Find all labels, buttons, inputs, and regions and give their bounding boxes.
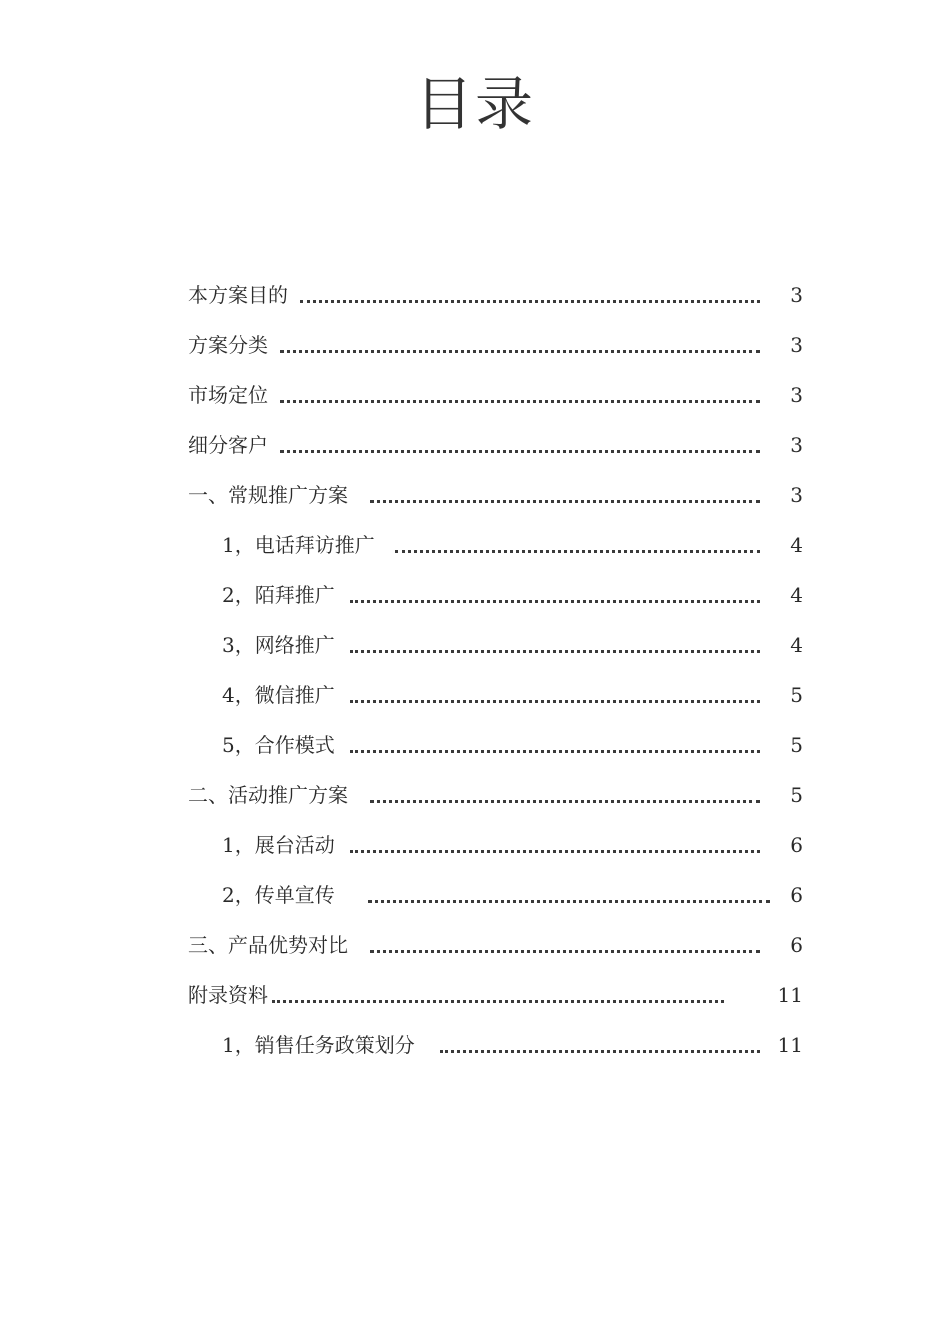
dot-leader [350, 600, 760, 603]
dot-leader [370, 950, 760, 953]
toc-entry[interactable] [0, 575, 950, 615]
dot-leader [280, 450, 760, 453]
toc-entry[interactable] [0, 425, 950, 465]
toc-entry-label: 市场定位 [188, 375, 278, 415]
page-title: 目录 [414, 70, 535, 138]
toc-entry-label: 3，网络推广 [222, 625, 345, 665]
toc-entry[interactable] [0, 975, 950, 1015]
toc-entry-label: 2，陌拜推广 [222, 575, 345, 615]
toc-entry[interactable] [0, 1025, 950, 1065]
toc-entry-page-number: 5 [790, 733, 803, 757]
dot-leader [272, 1000, 724, 1003]
toc-entry-label: 1，电话拜访推广 [222, 525, 385, 565]
toc-entry[interactable] [0, 625, 950, 665]
dot-leader [350, 850, 760, 853]
toc-entry-page-number: 3 [790, 283, 803, 307]
toc-entry-label: 三、产品优势对比 [188, 925, 358, 965]
toc-entry-page-number: 3 [790, 383, 803, 407]
toc-entry-page-number: 5 [790, 683, 803, 707]
toc-entry-label: 方案分类 [188, 325, 278, 365]
toc-entry[interactable] [0, 375, 950, 415]
dot-leader [368, 900, 770, 903]
toc-entry-page-number: 6 [790, 933, 803, 957]
dot-leader [280, 400, 760, 403]
dot-leader [440, 1050, 760, 1053]
dot-leader [300, 300, 760, 303]
toc-entry[interactable] [0, 525, 950, 565]
toc-entry[interactable] [0, 825, 950, 865]
toc-entry-page-number: 3 [790, 333, 803, 357]
toc-entry-page-number: 4 [790, 583, 803, 607]
dot-leader [350, 650, 760, 653]
toc-entry[interactable] [0, 775, 950, 815]
toc-entry-label: 本方案目的 [188, 275, 298, 315]
toc-entry-label: 1，销售任务政策划分 [222, 1025, 425, 1065]
toc-entry-page-number: 5 [790, 783, 803, 807]
toc-entry-label: 1，展台活动 [222, 825, 345, 865]
toc-entry-label: 二、活动推广方案 [188, 775, 358, 815]
toc-entry-label: 细分客户 [188, 425, 278, 465]
toc-entry-page-number: 4 [790, 633, 803, 657]
dot-leader [370, 500, 760, 503]
toc-entry-page-number: 4 [790, 533, 803, 557]
toc-entry-label: 4，微信推广 [222, 675, 345, 715]
toc-entry-page-number: 6 [790, 833, 803, 857]
toc-entry-page-number: 3 [790, 433, 803, 457]
dot-leader [280, 350, 760, 353]
toc-entry-label: 附录资料 [188, 975, 268, 1015]
dot-leader [350, 750, 760, 753]
toc-entry[interactable] [0, 475, 950, 515]
dot-leader [350, 700, 760, 703]
toc-entry[interactable] [0, 925, 950, 965]
dot-leader [370, 800, 760, 803]
toc-entry[interactable] [0, 725, 950, 765]
toc-entry[interactable] [0, 275, 950, 315]
toc-entry[interactable] [0, 675, 950, 715]
toc-entry[interactable] [0, 875, 950, 915]
toc-entry-page-number: 11 [777, 1033, 803, 1057]
toc-entry-page-number: 3 [790, 483, 803, 507]
toc-entry-page-number: 11 [777, 983, 803, 1007]
toc-entry-page-number: 6 [790, 883, 803, 907]
dot-leader [395, 550, 760, 553]
toc-entry[interactable] [0, 325, 950, 365]
toc-entry-label: 一、常规推广方案 [188, 475, 358, 515]
toc-entry-label: 2，传单宣传 [222, 875, 345, 915]
toc-entry-label: 5，合作模式 [222, 725, 345, 765]
